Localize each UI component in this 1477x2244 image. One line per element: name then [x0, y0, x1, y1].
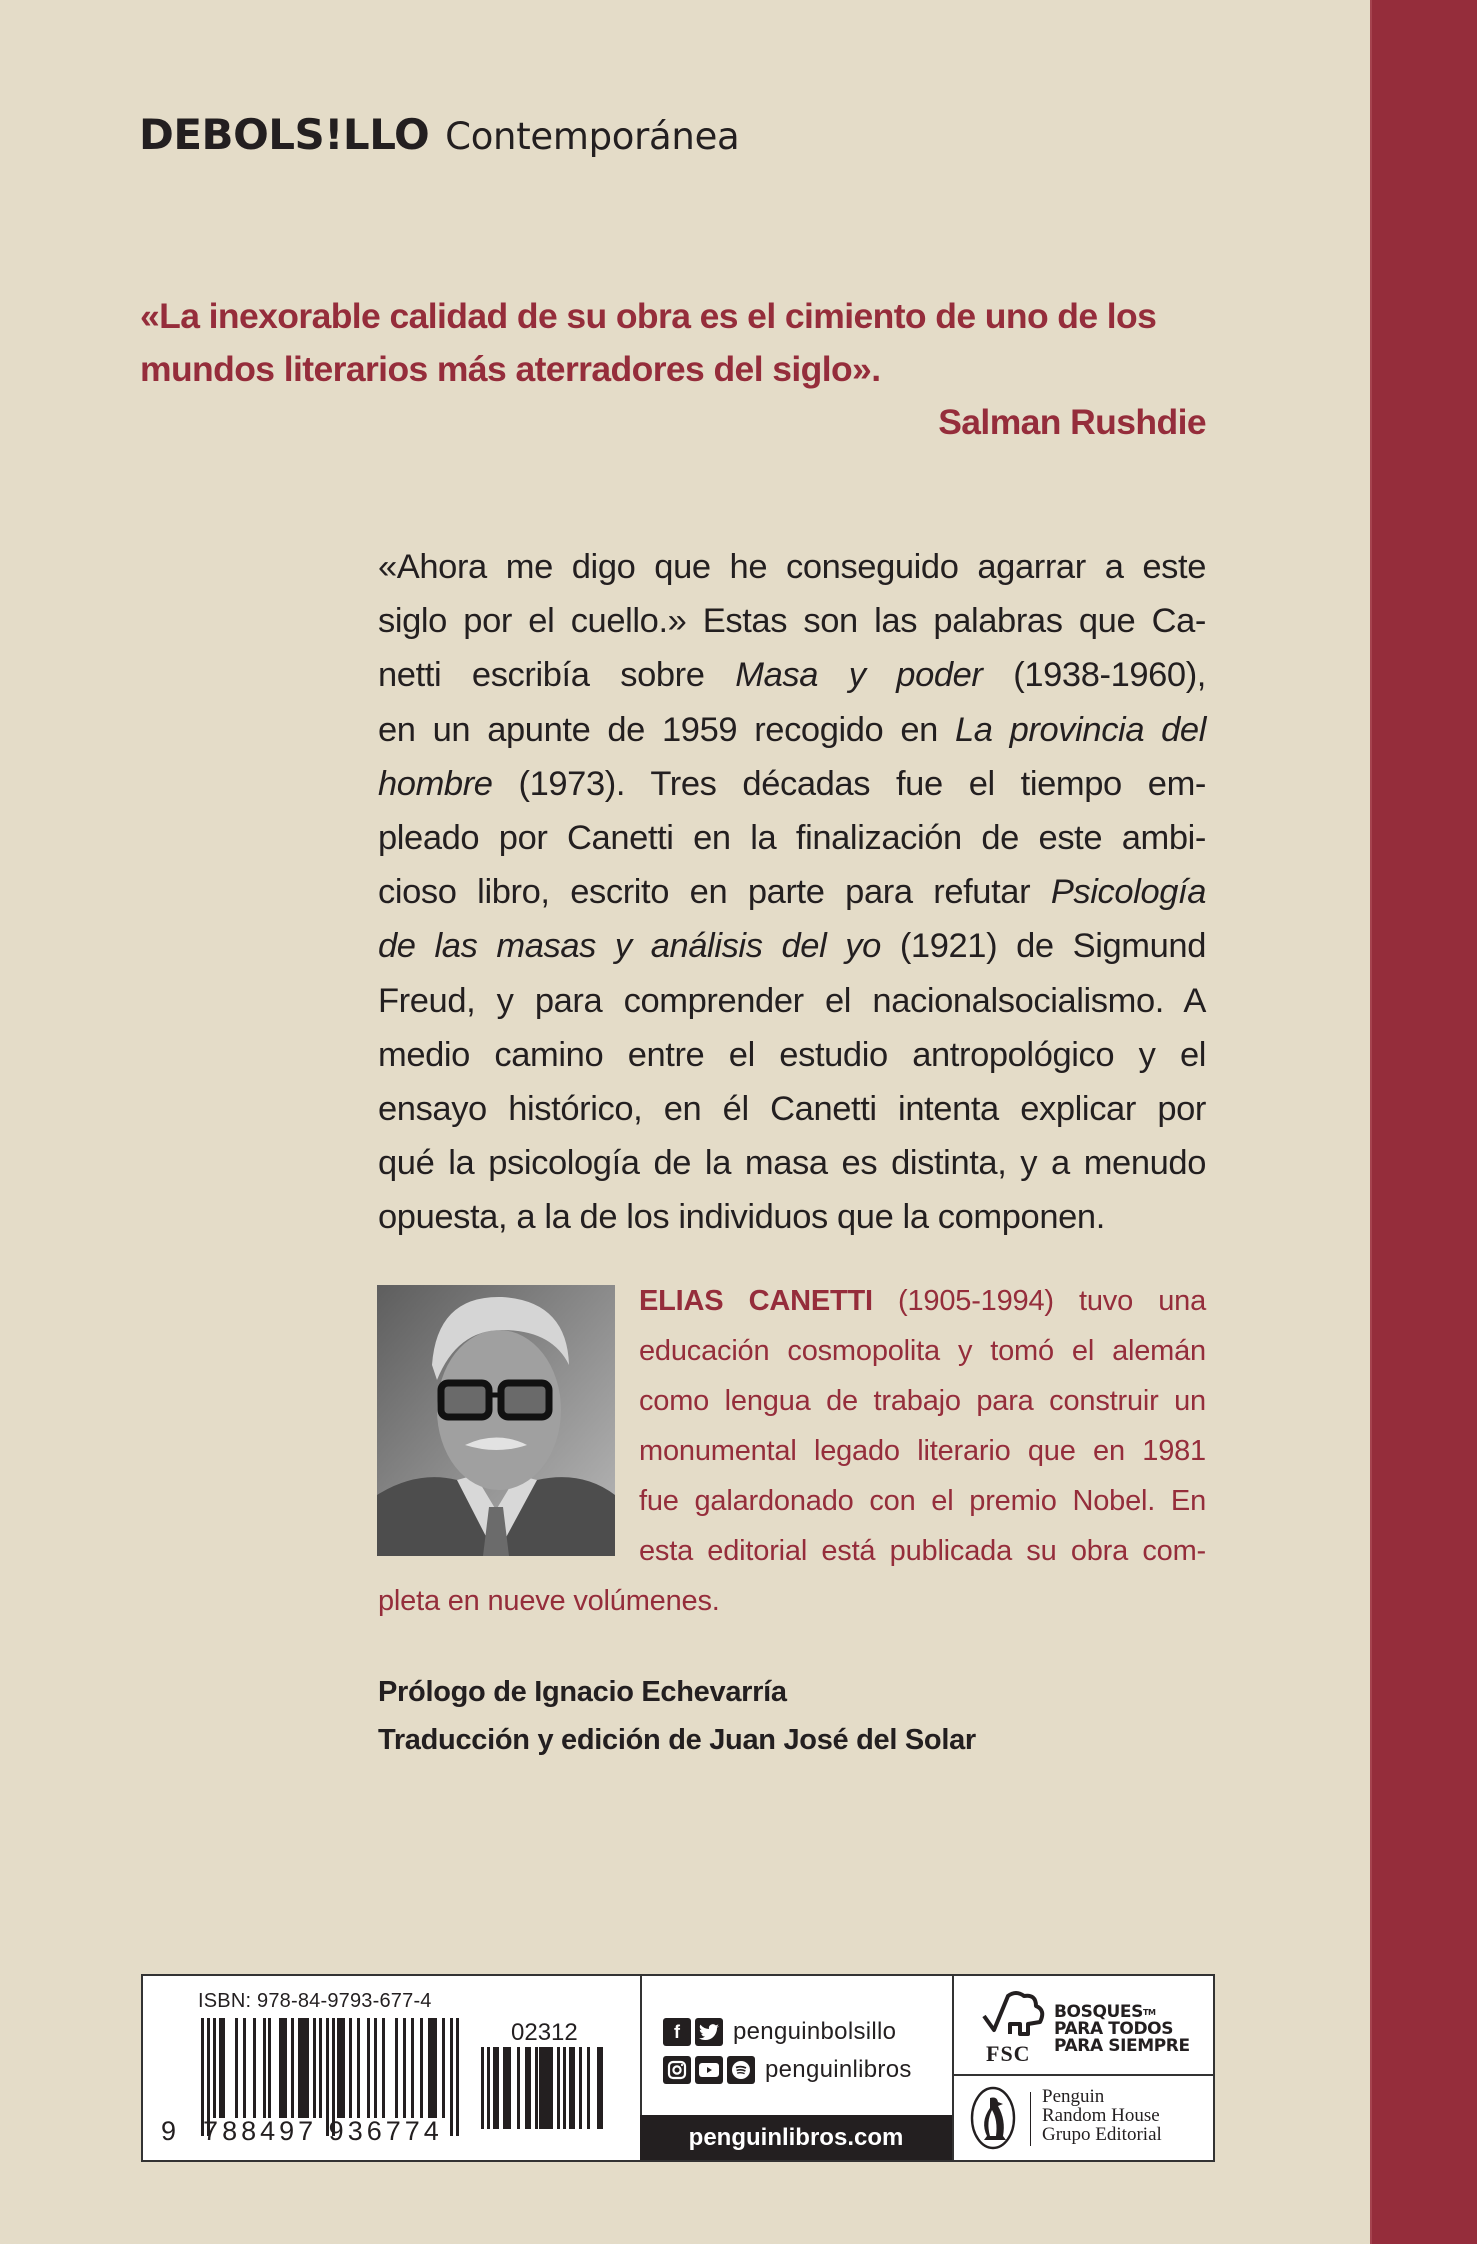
book-title: La provincia del: [955, 710, 1206, 749]
bio-line: como lengua de trabajo para construir un: [639, 1385, 1206, 1417]
book-title: Psicología: [1050, 873, 1206, 912]
instagram-icon[interactable]: [663, 2056, 691, 2084]
description-line: medio camino entre el estudio antropológico y el: [378, 1035, 1206, 1074]
social-handle[interactable]: penguinlibros: [765, 2056, 912, 2083]
description-line: cioso libro, escrito en parte para refutar Psicología: [378, 873, 1206, 912]
isbn-label: ISBN: 978-84-9793-677-4: [198, 1990, 432, 2012]
fsc-tree-check-icon: [982, 1990, 1052, 2040]
description-line: «Ahora me digo que he conseguido agarrar a este: [378, 548, 1206, 586]
bio-line: esta editorial está publicada su obra com-: [639, 1535, 1206, 1567]
spine-band: [1370, 0, 1477, 2244]
quote-line: mundos literarios más aterradores del siglo».: [140, 349, 881, 389]
description-line: opuesta, a la de los individuos que la componen.: [378, 1198, 1105, 1237]
author-name: ELIAS CANETTI: [639, 1285, 873, 1317]
back-cover-info-box: [141, 1974, 1215, 2162]
addon-number: 02312: [511, 2019, 578, 2046]
fsc-logo: [952, 1976, 1213, 2076]
description-line: en un apunte de 1959 recogido en La provincia del: [378, 710, 1206, 749]
prologue-credit: Prólogo de Ignacio Echevarría: [378, 1676, 787, 1708]
publisher-name: Penguin Random House Grupo Editorial: [1042, 2086, 1162, 2145]
fsc-label: FSC: [986, 2041, 1031, 2066]
description-line: hombre (1973). Tres décadas fue el tiempo em-: [378, 764, 1206, 803]
brand-name: DEBOLS!LLO: [139, 110, 430, 159]
penguin-random-house-logo: [952, 2076, 1213, 2160]
barcode-section: [143, 1976, 642, 2160]
website-link[interactable]: penguinlibros.com: [640, 2115, 952, 2160]
bio-line: ELIAS CANETTI (1905-1994) tuvo una: [639, 1285, 1206, 1317]
bio-line: fue galardonado con el premio Nobel. En: [639, 1485, 1206, 1517]
publisher-logo: [139, 110, 739, 166]
barcode-digits: 9 788497 936774: [161, 2116, 443, 2146]
blurb-quote: [140, 290, 1206, 449]
description-line: Freud, y para comprender el nacionalsocialismo. A: [378, 981, 1206, 1020]
twitter-icon[interactable]: [695, 2018, 723, 2046]
addon-barcode-icon: [481, 2047, 611, 2129]
fsc-slogan: BOSQUES™ PARA TODOS PARA SIEMPRE: [1054, 2002, 1190, 2056]
author-bio: [378, 1276, 1206, 1626]
description-line: siglo por el cuello.» Estas son las palabras que Ca-: [378, 602, 1206, 641]
social-row-bolsillo: [663, 2018, 896, 2046]
credits: [378, 1668, 976, 1764]
book-description: [378, 540, 1206, 1244]
penguin-icon: [970, 2086, 1016, 2150]
divider: [1030, 2092, 1031, 2146]
bio-line: pleta en nueve volúmenes.: [378, 1585, 720, 1617]
description-line: de las masas y análisis del yo (1921) de Sigmund: [378, 927, 1206, 966]
collection-name: Contemporánea: [445, 115, 740, 158]
book-title: de las masas y análisis del yo: [378, 927, 881, 966]
spotify-icon[interactable]: [727, 2056, 755, 2084]
social-handle[interactable]: penguinbolsillo: [733, 2018, 897, 2045]
quote-attribution: Salman Rushdie: [938, 402, 1206, 442]
description-line: pleado por Canetti en la finalización de este ambi-: [378, 818, 1206, 857]
logos-section: [952, 1976, 1213, 2160]
description-line: netti escribía sobre Masa y poder (1938-1960),: [378, 656, 1206, 695]
youtube-icon[interactable]: [695, 2056, 723, 2084]
translation-credit: Traducción y edición de Juan José del Solar: [378, 1724, 976, 1756]
quote-line: «La inexorable calidad de su obra es el cimiento de uno de los: [140, 296, 1157, 336]
description-line: ensayo histórico, en él Canetti intenta explicar por: [378, 1089, 1206, 1128]
social-section: [640, 1976, 954, 2160]
bio-line: monumental legado literario que en 1981: [639, 1435, 1206, 1467]
book-title: Masa y poder: [735, 656, 983, 695]
book-title: hombre: [378, 764, 493, 803]
bio-line: educación cosmopolita y tomó el alemán: [639, 1335, 1206, 1367]
description-line: qué la psicología de la masa es distinta, y a menudo: [378, 1144, 1206, 1183]
facebook-icon[interactable]: f: [663, 2018, 691, 2046]
social-row-libros: [663, 2056, 912, 2084]
